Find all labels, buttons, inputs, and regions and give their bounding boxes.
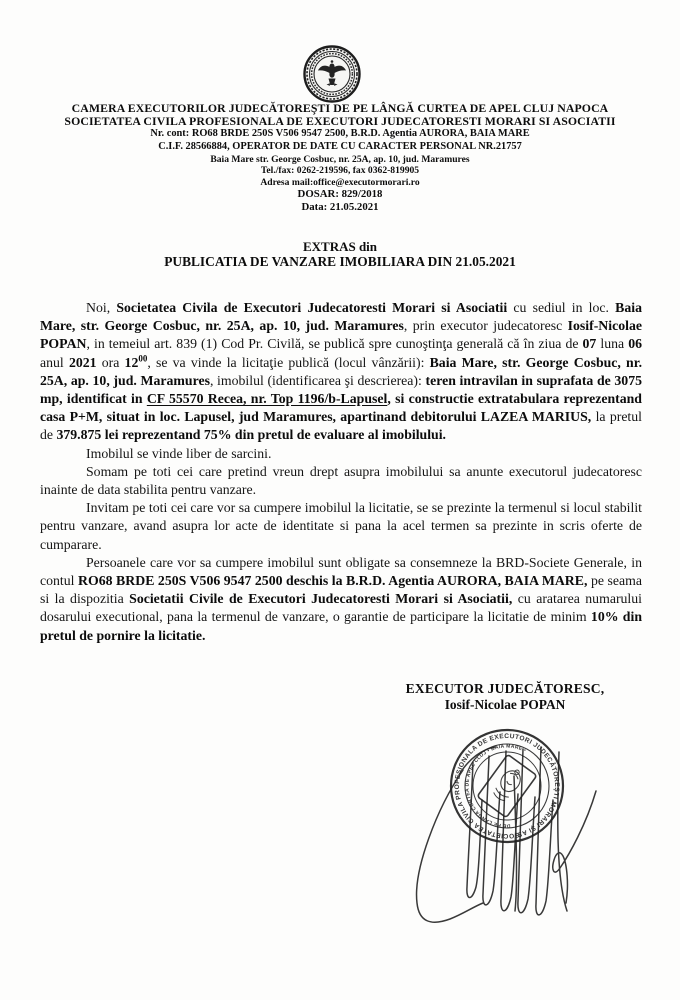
title-line-2: PUBLICATIA DE VANZARE IMOBILIARA DIN 21.05.2021 [164, 254, 516, 269]
round-stamp [425, 721, 588, 916]
header-line: Baia Mare str. George Cosbuc, nr. 25A, ap. 10, jud. Maramures [210, 154, 470, 165]
executor-title: EXECUTOR JUDECĂTORESC, [405, 681, 605, 696]
title-line-1: EXTRAS din [302, 239, 378, 254]
paragraph: Somam pe toti cei care pretind vreun drept asupra imobilului sa anunte executorul judecatoresc inainte de data stabilita pentru vanzare. [40, 463, 642, 498]
header-line: C.I.F. 28566884, OPERATOR DE DATE CU CARACTER PERSONAL NR.21757 [158, 141, 522, 153]
header-line: Tel./fax: 0262-219596, fax 0362-819905 [260, 165, 420, 177]
executor-name: Iosif-Nicolae POPAN [444, 696, 566, 712]
stamp-and-signature [393, 720, 633, 970]
paragraph: Invitam pe toti cei care vor sa cumpere imobilul la licitatie, se se prezinte la termenul si locul stabilit pentru vanzare, avand asupra lor acte de identitate si pana la acel termen sa prezinte in scris oferte de cumparare. [40, 500, 642, 552]
header-line: CAMERA EXECUTORILOR JUDECĂTOREŞTI DE PE LÂNGĂ CURTEA DE APEL CLUJ NAPOCA [71, 101, 609, 115]
stamp-outer-ring-text: SOCIETATEA CIVILA PROFESIONALA DE EXECUTORI JUDECĂTOREŞTI MORARI ŞI ASOCIAŢII ● [453, 732, 561, 917]
paragraph: Persoanele care vor sa cumpere imobilul sunt obligate sa consemneze la BRD-Societe Generale, in contul RO68 BRDE 250S V506 9547 2500 deschis la B.R.D. Agentia AURORA, BAIA MARE, pe seama si la dispozitia Societatii Civile de Executori Judecatoresti Morari si Asociatii, cu aratarea numarului dosarului executional, pana la termenul de vanzare, o garantie de participare la licitatie de minim 10% din pretul de pornire la licitatie. [40, 554, 643, 643]
coat-of-arms-seal-icon [302, 44, 362, 104]
header-line: Adresa mail:office@executormorari.ro [260, 176, 420, 188]
paragraph: Imobilul se vinde liber de sarcini. [86, 445, 272, 461]
paragraph: Noi, Societatea Civila de Executori Judecatoresti Morari si Asociatii cu sediul in loc. Baia Mare, str. George Cosbuc, nr. 25A, ap. 10, jud. Maramures, prin executor judecatoresc Iosif-Nicolae POPAN, in temeiul art. 839 (1) Cod Pr. Civilă, se publică spre cunoştinţa generală că în ziua de 07 luna 06 anul 2021 ora $12^{00}$, se va vinde la licitaţie publică (locul vânzării): Baia Mare, str. George Cosbuc, nr. 25A, ap. 10, jud. Maramures, imobilul (identificarea şi descrierea): teren intravilan in suprafata de 3075 mp, identificat in CF 55570 Recea, nr. Top 1196/b-Lapusel, si constructie extratabulara reprezentand casa P+M, situat in loc. Lapusel, jud Maramures, apartinand debitorului LAZEA MARIUS, la pretul de 379.875 lei reprezentand 75% din pretul de evaluare al imobilului. [40, 300, 643, 443]
header-line: Data: 21.05.2021 [301, 201, 379, 214]
document-title [0, 240, 680, 269]
header-lines [0, 102, 680, 214]
stamp-inner-ring-text: DE PE LANGA CURTEA DE APEL CLUJ • BAIA MARE • [464, 743, 527, 829]
header-line: DOSAR: 829/2018 [297, 188, 383, 201]
body-paragraphs [40, 299, 642, 645]
signature-block [385, 681, 625, 713]
header-line: Nr. cont: RO68 BRDE 250S V506 9547 2500, B.R.D. Agentia AURORA, BAIA MARE [150, 128, 530, 140]
header-line: SOCIETATEA CIVILA PROFESIONALA DE EXECUTORI JUDECATORESTI MORARI SI ASOCIATII [64, 114, 616, 129]
